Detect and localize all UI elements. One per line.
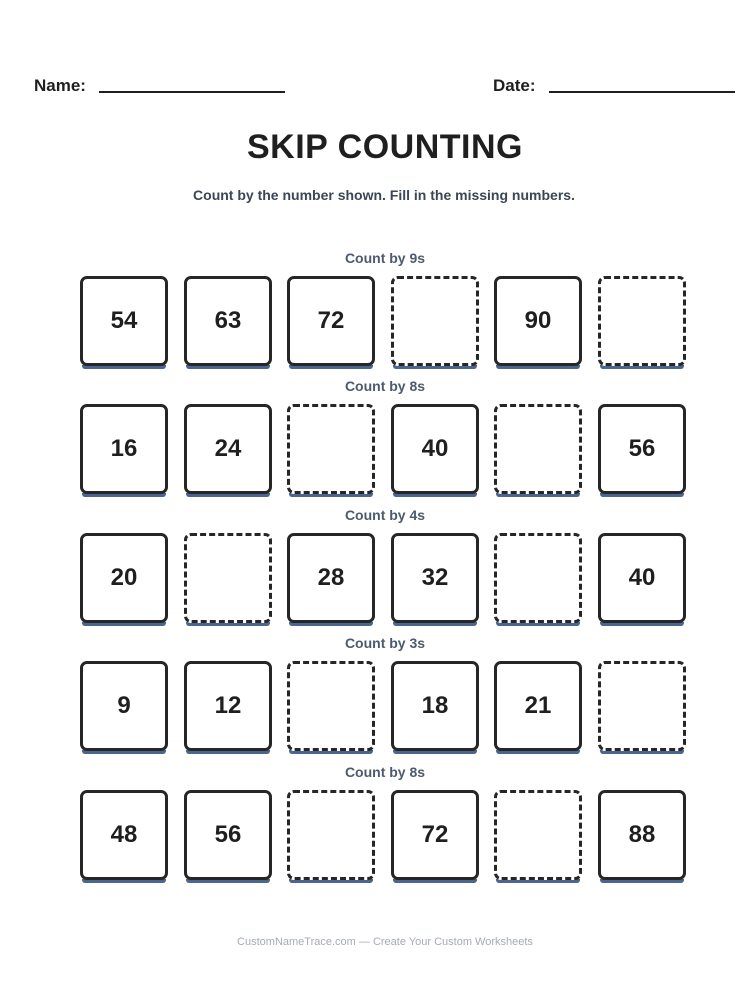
problem-label: Count by 8s <box>344 764 426 780</box>
answer-box[interactable] <box>287 404 375 494</box>
name-line[interactable] <box>99 91 285 93</box>
answer-box[interactable] <box>598 661 686 751</box>
number-box: 20 <box>80 533 168 623</box>
number-box: 88 <box>598 790 686 880</box>
problem-label: Count by 3s <box>344 635 426 651</box>
problem-row <box>0 762 750 886</box>
number-box: 9 <box>80 661 168 751</box>
worksheet-title: SKIP COUNTING <box>246 128 523 166</box>
number-box: 40 <box>598 533 686 623</box>
number-box: 90 <box>494 276 582 366</box>
number-boxes <box>0 533 750 629</box>
answer-box[interactable] <box>598 276 686 366</box>
number-box: 12 <box>184 661 272 751</box>
number-box: 28 <box>287 533 375 623</box>
number-box: 56 <box>598 404 686 494</box>
answer-box[interactable] <box>494 533 582 623</box>
date-label: Date: <box>493 76 536 95</box>
number-box: 48 <box>80 790 168 880</box>
number-box: 21 <box>494 661 582 751</box>
date-line[interactable] <box>549 91 735 93</box>
problem-row <box>0 248 750 372</box>
problem-label: Count by 8s <box>344 378 426 394</box>
number-box: 72 <box>287 276 375 366</box>
number-box: 56 <box>184 790 272 880</box>
number-boxes <box>0 276 750 372</box>
number-box: 63 <box>184 276 272 366</box>
answer-box[interactable] <box>287 661 375 751</box>
problem-row <box>0 505 750 629</box>
problem-row <box>0 376 750 500</box>
problem-row <box>0 633 750 757</box>
name-field[interactable] <box>34 74 285 98</box>
answer-box[interactable] <box>184 533 272 623</box>
answer-box[interactable] <box>494 404 582 494</box>
date-field[interactable] <box>493 74 735 98</box>
name-label: Name: <box>34 76 86 95</box>
number-box: 24 <box>184 404 272 494</box>
header-row <box>34 74 736 98</box>
instructions: Count by the number shown. Fill in the missing numbers. <box>193 187 575 203</box>
number-boxes <box>0 790 750 886</box>
number-box: 40 <box>391 404 479 494</box>
number-boxes <box>0 661 750 757</box>
problem-label: Count by 4s <box>344 507 426 523</box>
answer-box[interactable] <box>391 276 479 366</box>
problem-label: Count by 9s <box>344 250 426 266</box>
number-box: 32 <box>391 533 479 623</box>
footer-credit: CustomNameTrace.com — Create Your Custom Worksheets <box>237 936 533 948</box>
answer-box[interactable] <box>287 790 375 880</box>
number-boxes <box>0 404 750 500</box>
number-box: 16 <box>80 404 168 494</box>
number-box: 72 <box>391 790 479 880</box>
answer-box[interactable] <box>494 790 582 880</box>
number-box: 18 <box>391 661 479 751</box>
number-box: 54 <box>80 276 168 366</box>
